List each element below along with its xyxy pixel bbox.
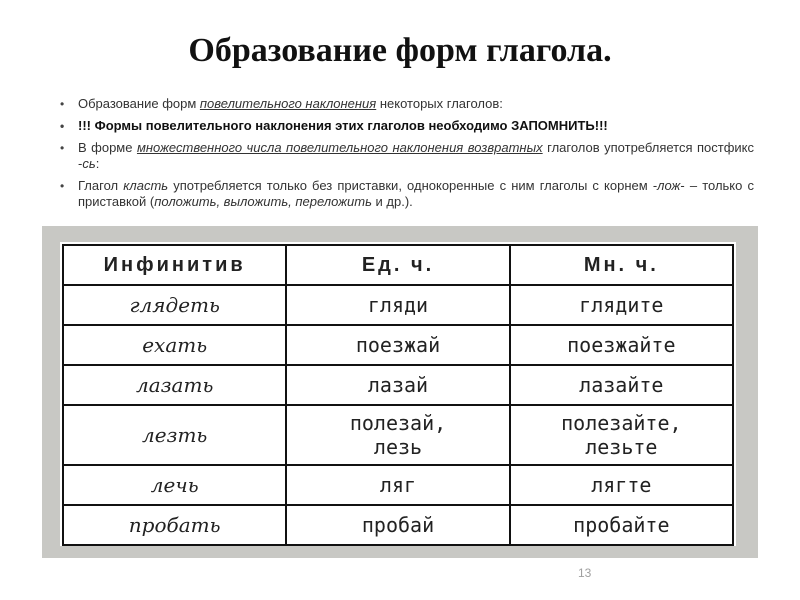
bullet-item [60, 178, 754, 210]
cell-infinitive: лазать [63, 365, 286, 405]
bullet-text: В форме [78, 140, 137, 155]
cell-plural: лягте [510, 465, 733, 505]
cell-singular: полезай, лезь [286, 405, 509, 465]
bullet-dot-icon: • [60, 141, 65, 155]
bullet-dot-icon: • [60, 179, 65, 193]
cell-infinitive: лезть [63, 405, 286, 465]
suffix-text: сь [82, 156, 96, 171]
header-plural: Мн. ч. [510, 245, 733, 285]
cell-plural: пробайте [510, 505, 733, 545]
table-row [63, 365, 733, 405]
header-singular: Ед. ч. [286, 245, 509, 285]
cell-plural: лазайте [510, 365, 733, 405]
bullet-text: : [95, 156, 100, 171]
cell-plural: глядите [510, 285, 733, 325]
table-row [63, 465, 733, 505]
term-link: повелительного наклонения [199, 96, 377, 111]
cell-plural: поезжайте [510, 325, 733, 365]
root-text: лож [657, 178, 681, 193]
bullet-text: Глагол [78, 178, 124, 193]
verb-forms-table [62, 244, 734, 546]
cell-infinitive: глядеть [63, 285, 286, 325]
table-row [63, 505, 733, 545]
bullet-item [60, 96, 754, 112]
slide-title: Образование форм глагола. [188, 32, 612, 69]
verb-text: класть [123, 178, 169, 193]
bullet-text: и др.). [371, 194, 413, 209]
examples-text: положить, выложить, переложить [154, 194, 372, 209]
bullet-text: Образование форм [78, 96, 200, 111]
cell-singular: пробай [286, 505, 509, 545]
header-infinitive: Инфинитив [63, 245, 286, 285]
bullet-item [60, 140, 754, 172]
table-row [63, 325, 733, 365]
cell-singular: гляди [286, 285, 509, 325]
bullet-item [60, 118, 754, 134]
bullet-list [60, 96, 754, 216]
term-link: множественного числа повелительного наклонения возвратных [136, 140, 543, 155]
table-row [63, 285, 733, 325]
cell-singular: поезжай [286, 325, 509, 365]
bullet-text: некоторых глаголов: [376, 96, 503, 111]
bullet-text: - – только с приставкой ( [78, 178, 755, 209]
cell-infinitive: пробать [63, 505, 286, 545]
bullet-dot-icon: • [60, 97, 65, 111]
cell-plural: полезайте, лезьте [510, 405, 733, 465]
bullet-text: глаголов употребляется постфикс - [78, 140, 755, 171]
cell-infinitive: лечь [63, 465, 286, 505]
cell-singular: ляг [286, 465, 509, 505]
bullet-dot-icon: • [60, 119, 65, 133]
bullet-text: употребляется только без приставки, однокоренные с ним глаголы с корнем - [168, 178, 658, 193]
bullet-text: !!! Формы повелительного наклонения этих глаголов необходимо ЗАПОМНИТЬ!!! [78, 118, 608, 133]
page-number: 13 [578, 566, 592, 580]
table-header-row [63, 245, 733, 285]
cell-infinitive: ехать [63, 325, 286, 365]
cell-singular: лазай [286, 365, 509, 405]
table-row [63, 405, 733, 465]
